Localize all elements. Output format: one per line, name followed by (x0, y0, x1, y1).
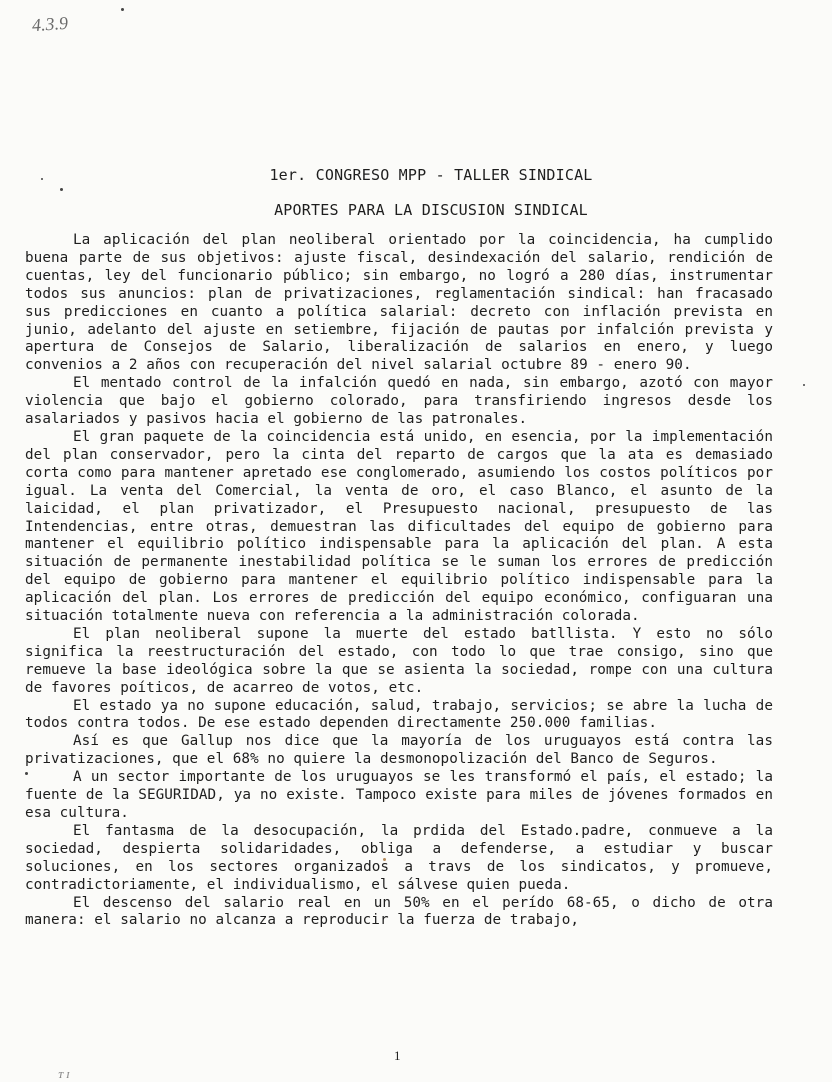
paragraph: La aplicación del plan neoliberal orientado por la coincidencia, ha cumplido buena parte de sus objetivos: ajuste fiscal, desindexación del salario, rendición de cuentas, ley del funcionario público; sin embargo, no logró a 280 días, instrumentar todos sus anuncios: plan de privatizaciones, reglamentación sindical: han fracasado sus predicciones en cuanto a política salarial: decreto con inflación prevista en junio, adelanto del ajuste en setiembre, fijación de pautas por infalción prevista y apertura de Consejos de Salario, liberalización de salarios en enero, y luego convenios a 2 años con recuperación del nivel salarial octubre 89 - enero 90. (25, 232, 773, 374)
ink-speck (60, 188, 63, 191)
ink-speck (121, 8, 124, 11)
document-subheading: APORTES PARA LA DISCUSION SINDICAL (274, 201, 588, 219)
paragraph: El descenso del salario real en un 50% en el perído 68-65, o dicho de otra manera: el salario no alcanza a reproducir la fuerza de trabajo, (25, 894, 773, 929)
paragraph: El estado ya no supone educación, salud, trabajo, servicios; se abre la lucha de todos contra todos. De ese estado dependen directamente 250.000 familias. (25, 697, 773, 732)
paragraph: El plan neoliberal supone la muerte del estado batllista. Y esto no sólo significa la reestructuración del estado, con todo lo que trae consigo, sino que remueve la base ideológica sobre la que se asienta la sociedad, rompe con una cultura de favores poíticos, de acarreo de votos, etc. (25, 625, 773, 696)
ink-speck (803, 384, 805, 386)
paragraph: El gran paquete de la coincidencia está unido, en esencia, por la implementación del plan conservador, pero la cinta del reparto de cargos que la ata es demasiado corta como para mantener apretado ese conglomerado, asumiendo los costos políticos por igual. La venta del Comercial, la venta de oro, el caso Blanco, el asunto de la laicidad, el plan privatizador, el Presupuesto nacional, presupuesto de las Intendencias, entre otras, demuestran las dificultades del equipo de gobierno para mantener el equilibrio político indispensable para la aplicación del plan. A esta situación de permanente inestabilidad política se le suman los errores de predicción del equipo de gobierno para mantener el equilibrio político indispensable para la aplicación del plan. Los errores de predicción del equipo económico, configuaran una situación totalmente nueva con referencia a la administración colorada. (25, 428, 773, 625)
page-number: 1 (394, 1048, 401, 1063)
paragraph: Así es que Gallup nos dice que la mayoría de los uruguayos está contra las privatizaciones, que el 68% no quiere la desmonopolización del Banco de Seguros. (25, 733, 773, 768)
paragraph: A un sector importante de los uruguayos se les transformó el país, el estado; la fuente de la SEGURIDAD, ya no existe. Tampoco existe para miles de jóvenes formados en esa cultura. (25, 769, 773, 821)
handwritten-annotation: 4.3.9 (31, 12, 69, 36)
paragraph: El mentado control de la infalción quedó en nada, sin embargo, azotó con mayor violencia que bajo el gobierno colorado, para transfiriendo ingresos desde los asalariados y pasivos hacia el gobierno de las patronales. (25, 375, 773, 428)
document-heading: 1er. CONGRESO MPP - TALLER SINDICAL (269, 166, 593, 184)
footer-smudge-mark: ᴛ ɪ (58, 1066, 70, 1081)
document-body (25, 232, 773, 930)
paragraph: El fantasma de la desocupación, la prdida del Estado.padre, conmueve a la sociedad, despierta solidaridades, obliga a defenderse, a estudiar y buscar soluciones, en los sectores organizados a travs de los sindicatos, y promueve, contradictoriamente, el individualismo, el sálvese quien pueda. (25, 822, 773, 893)
